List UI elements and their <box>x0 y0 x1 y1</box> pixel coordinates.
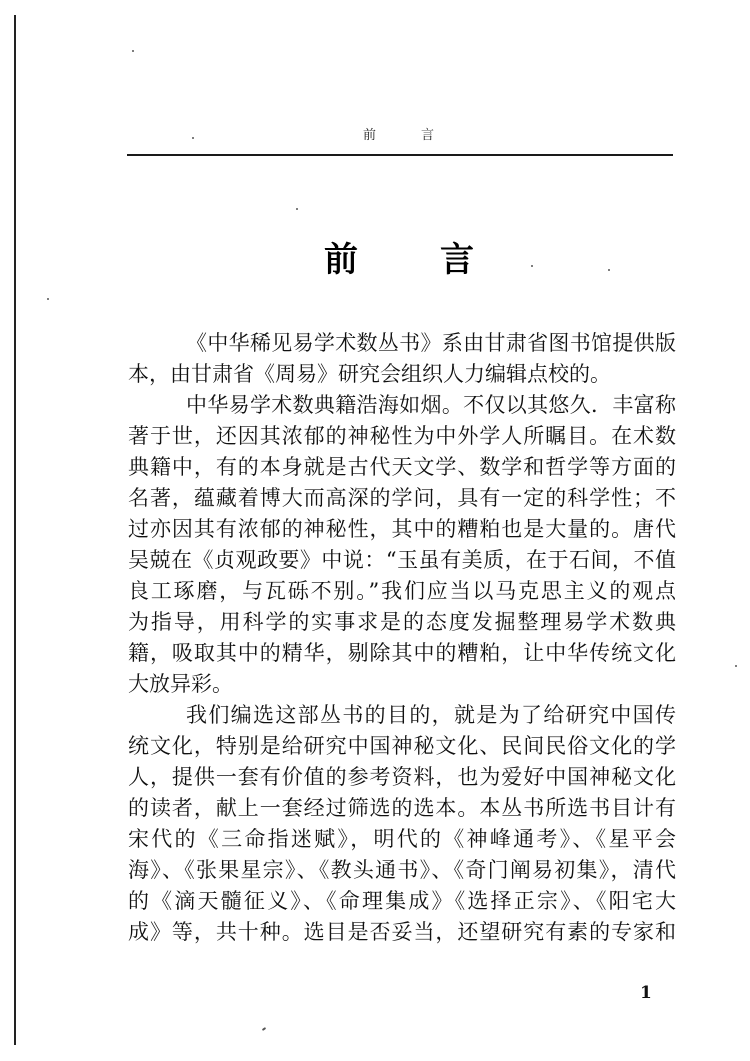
scan-speck <box>262 1027 266 1031</box>
text-line: 大放异彩。 <box>128 672 233 696</box>
text-line: 统文化，特别是给研究中国神秘文化、民间民俗文化的学 <box>128 734 676 758</box>
text-line: 典籍中，有的本身就是古代天文学、数学和哲学等方面的 <box>128 455 676 479</box>
text-line: 良工琢磨，与瓦砾不别。”我们应当以马克思主义的观点 <box>128 579 676 603</box>
text-line: 人，提供一套有价值的参考资料，也为爱好中国神秘文化 <box>128 765 676 789</box>
text-line: 为指导，用科学的实事求是的态度发掘整理易学术数典 <box>128 610 676 634</box>
text-line: 吴兢在《贞观政要》中说：“玉虽有美质，在于石间，不值 <box>128 548 676 572</box>
scan-speck <box>192 137 194 139</box>
scan-speck <box>735 665 737 667</box>
text-line: 籍，吸取其中的精华，剔除其中的糟粕，让中华传统文化 <box>128 641 676 665</box>
page-edge-rule <box>14 15 16 1045</box>
title-char: 前 <box>324 240 358 280</box>
text-line: 著于世，还因其浓郁的神秘性为中外学人所瞩目。在术数 <box>128 424 676 448</box>
running-head <box>0 126 750 146</box>
header-rule <box>127 154 673 156</box>
text-line: 的读者，献上一套经过筛选的选本。本丛书所选书目计有 <box>128 796 676 820</box>
running-head-char: 前 <box>363 128 377 143</box>
text-line: 《中华稀见易学术数丛书》系由甘肃省图书馆提供版 <box>186 331 676 355</box>
scan-speck <box>47 298 49 300</box>
text-line: 成》等，共十种。选目是否妥当，还望研究有素的专家和 <box>128 920 676 944</box>
text-line: 中华易学术数典籍浩海如烟。不仅以其悠久．丰富称 <box>186 393 676 417</box>
scan-speck <box>608 269 610 271</box>
text-line: 我们编选这部丛书的目的，就是为了给研究中国传 <box>186 703 676 727</box>
running-head-char: 言 <box>421 128 435 143</box>
text-line: 宋代的《三命指迷赋》，明代的《神峰通考》、《星平会 <box>128 827 676 851</box>
body-text <box>128 328 676 948</box>
text-line: 过亦因其有浓郁的神秘性，其中的糟粕也是大量的。唐代 <box>128 517 676 541</box>
scan-speck <box>531 265 533 267</box>
title-char: 言 <box>440 240 474 280</box>
scan-speck <box>132 50 134 52</box>
page-number: 1 <box>640 983 652 1003</box>
text-line: 名著，蕴藏着博大而高深的学问，具有一定的科学性；不 <box>128 486 676 510</box>
text-line: 的《滴天髓征义》、《命理集成》《选择正宗》、《阳宅大 <box>128 889 676 913</box>
scan-speck <box>296 208 298 210</box>
text-line: 本，由甘肃省《周易》研究会组织人力编辑点校的。 <box>128 362 611 386</box>
text-line: 海》、《张果星宗》、《教头通书》、《奇门阐易初集》，清代 <box>128 858 676 882</box>
page-title <box>0 238 750 282</box>
